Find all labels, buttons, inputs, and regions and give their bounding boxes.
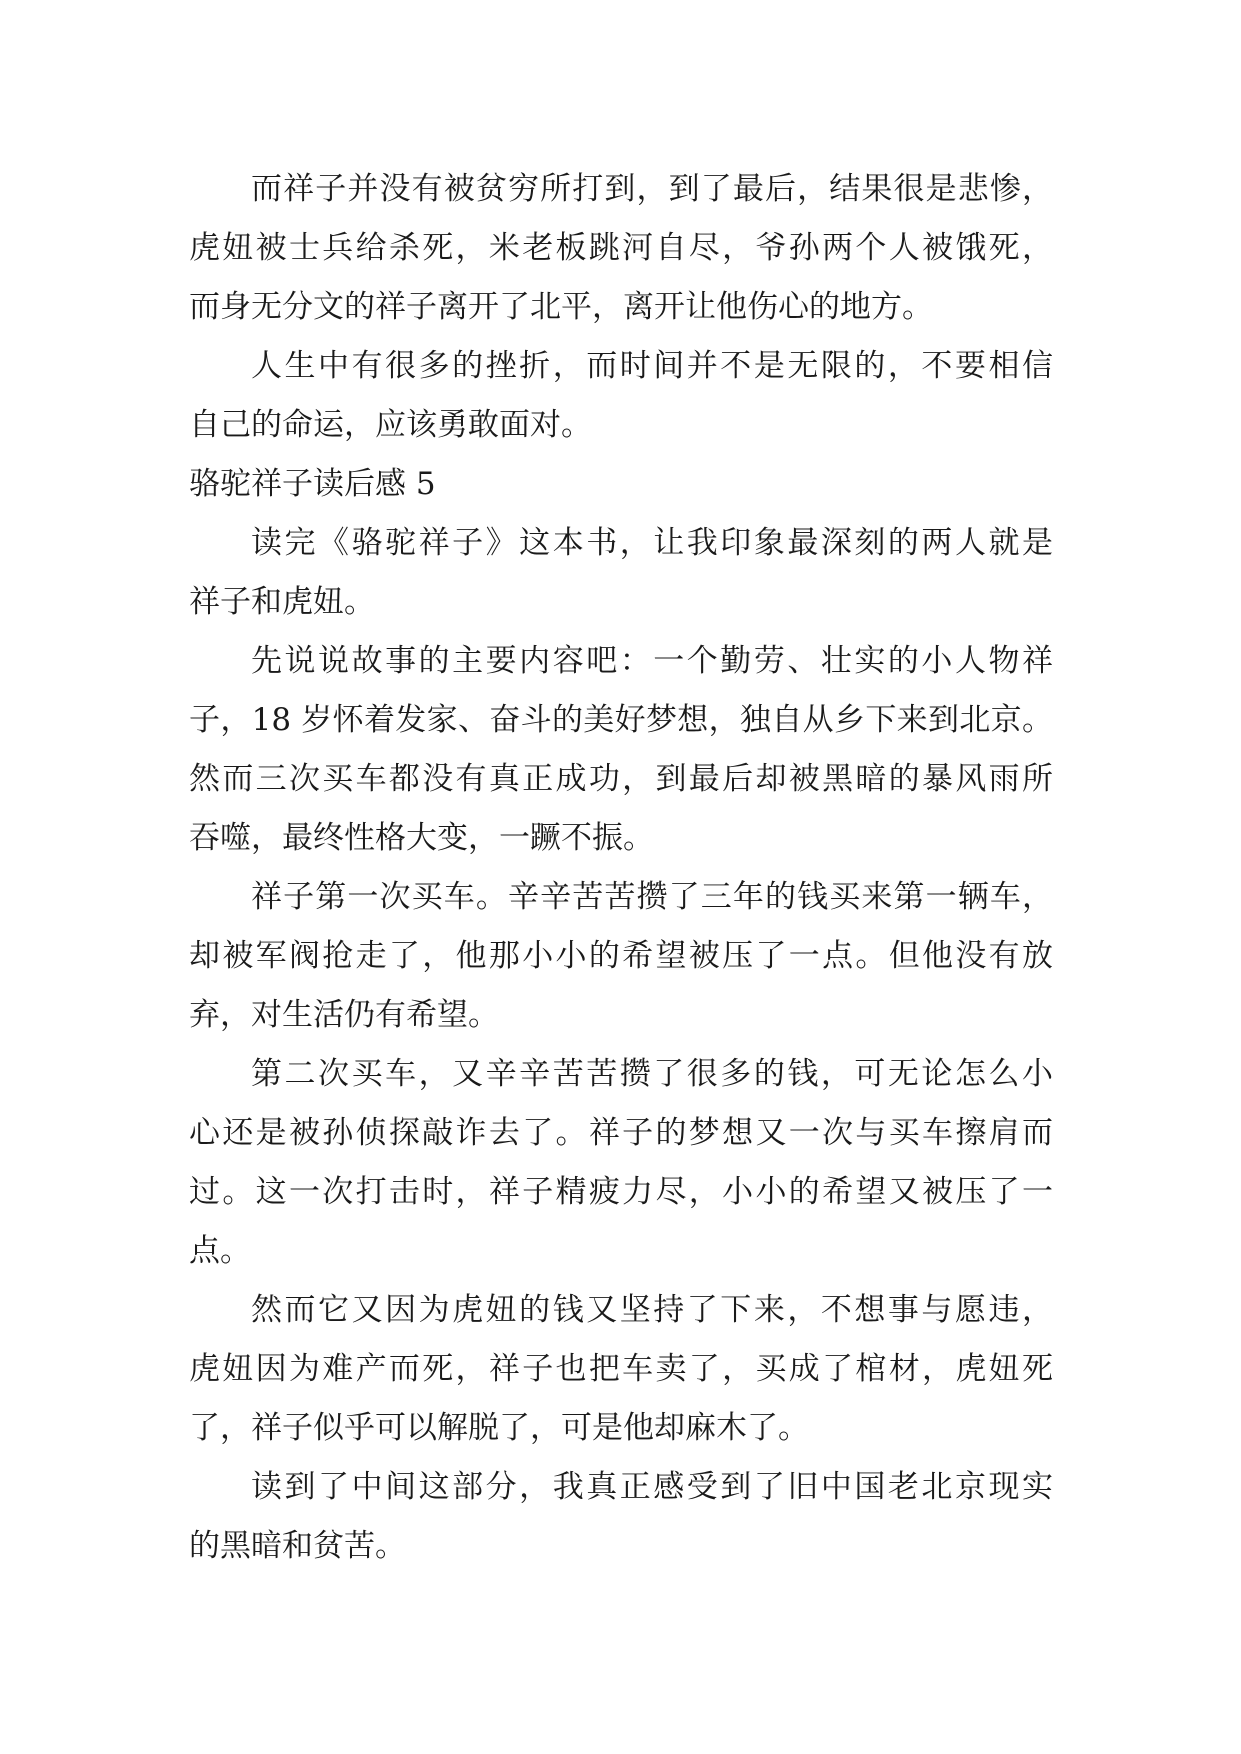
text-line: 却被军阀抢走了，他那小小的希望被压了一点。但他没有放 — [189, 938, 1053, 974]
text-line: 子，18 岁怀着发家、奋斗的美好梦想，独自从乡下来到北京。 — [189, 702, 1053, 738]
text-line: 人生中有很多的挫折，而时间并不是无限的，不要相信 — [251, 348, 1053, 384]
text-line: 弃，对生活仍有希望。 — [189, 997, 499, 1033]
text-line: 过。这一次打击时，祥子精疲力尽，小小的希望又被压了一 — [189, 1174, 1053, 1210]
paragraph — [189, 1045, 1053, 1281]
paragraph — [189, 632, 1053, 868]
paragraph — [189, 868, 1053, 1045]
text-line: 心还是被孙侦探敲诈去了。祥子的梦想又一次与买车擦肩而 — [189, 1115, 1053, 1151]
text-line: 虎妞因为难产而死，祥子也把车卖了，买成了棺材，虎妞死 — [189, 1351, 1053, 1387]
section-heading — [189, 455, 1053, 514]
text-line: 祥子和虎妞。 — [189, 584, 375, 620]
text-line: 第二次买车，又辛辛苦苦攒了很多的钱，可无论怎么小 — [251, 1056, 1053, 1092]
paragraph — [189, 160, 1053, 337]
text-line: 然而它又因为虎妞的钱又坚持了下来，不想事与愿违， — [251, 1292, 1053, 1328]
text-line: 点。 — [189, 1233, 251, 1269]
heading-text: 骆驼祥子读后感 5 — [189, 466, 436, 502]
text-line: 虎妞被士兵给杀死，米老板跳河自尽，爷孙两个人被饿死， — [189, 230, 1053, 266]
text-line: 吞噬，最终性格大变，一蹶不振。 — [189, 820, 654, 856]
text-line: 了，祥子似乎可以解脱了，可是他却麻木了。 — [189, 1410, 809, 1446]
text-line: 读完《骆驼祥子》这本书，让我印象最深刻的两人就是 — [251, 525, 1053, 561]
text-line: 祥子第一次买车。辛辛苦苦攒了三年的钱买来第一辆车， — [251, 879, 1053, 915]
text-line: 自己的命运，应该勇敢面对。 — [189, 407, 592, 443]
document-body — [189, 160, 1053, 1576]
paragraph — [189, 1281, 1053, 1458]
text-line: 先说说故事的主要内容吧：一个勤劳、壮实的小人物祥 — [251, 643, 1053, 679]
paragraph — [189, 337, 1053, 455]
paragraph — [189, 1458, 1053, 1576]
text-line: 而身无分文的祥子离开了北平，离开让他伤心的地方。 — [189, 289, 933, 325]
paragraph — [189, 514, 1053, 632]
text-line: 然而三次买车都没有真正成功，到最后却被黑暗的暴风雨所 — [189, 761, 1053, 797]
text-line: 读到了中间这部分，我真正感受到了旧中国老北京现实 — [251, 1469, 1053, 1505]
text-line: 而祥子并没有被贫穷所打到，到了最后，结果很是悲惨， — [251, 171, 1053, 207]
text-line: 的黑暗和贫苦。 — [189, 1528, 406, 1564]
